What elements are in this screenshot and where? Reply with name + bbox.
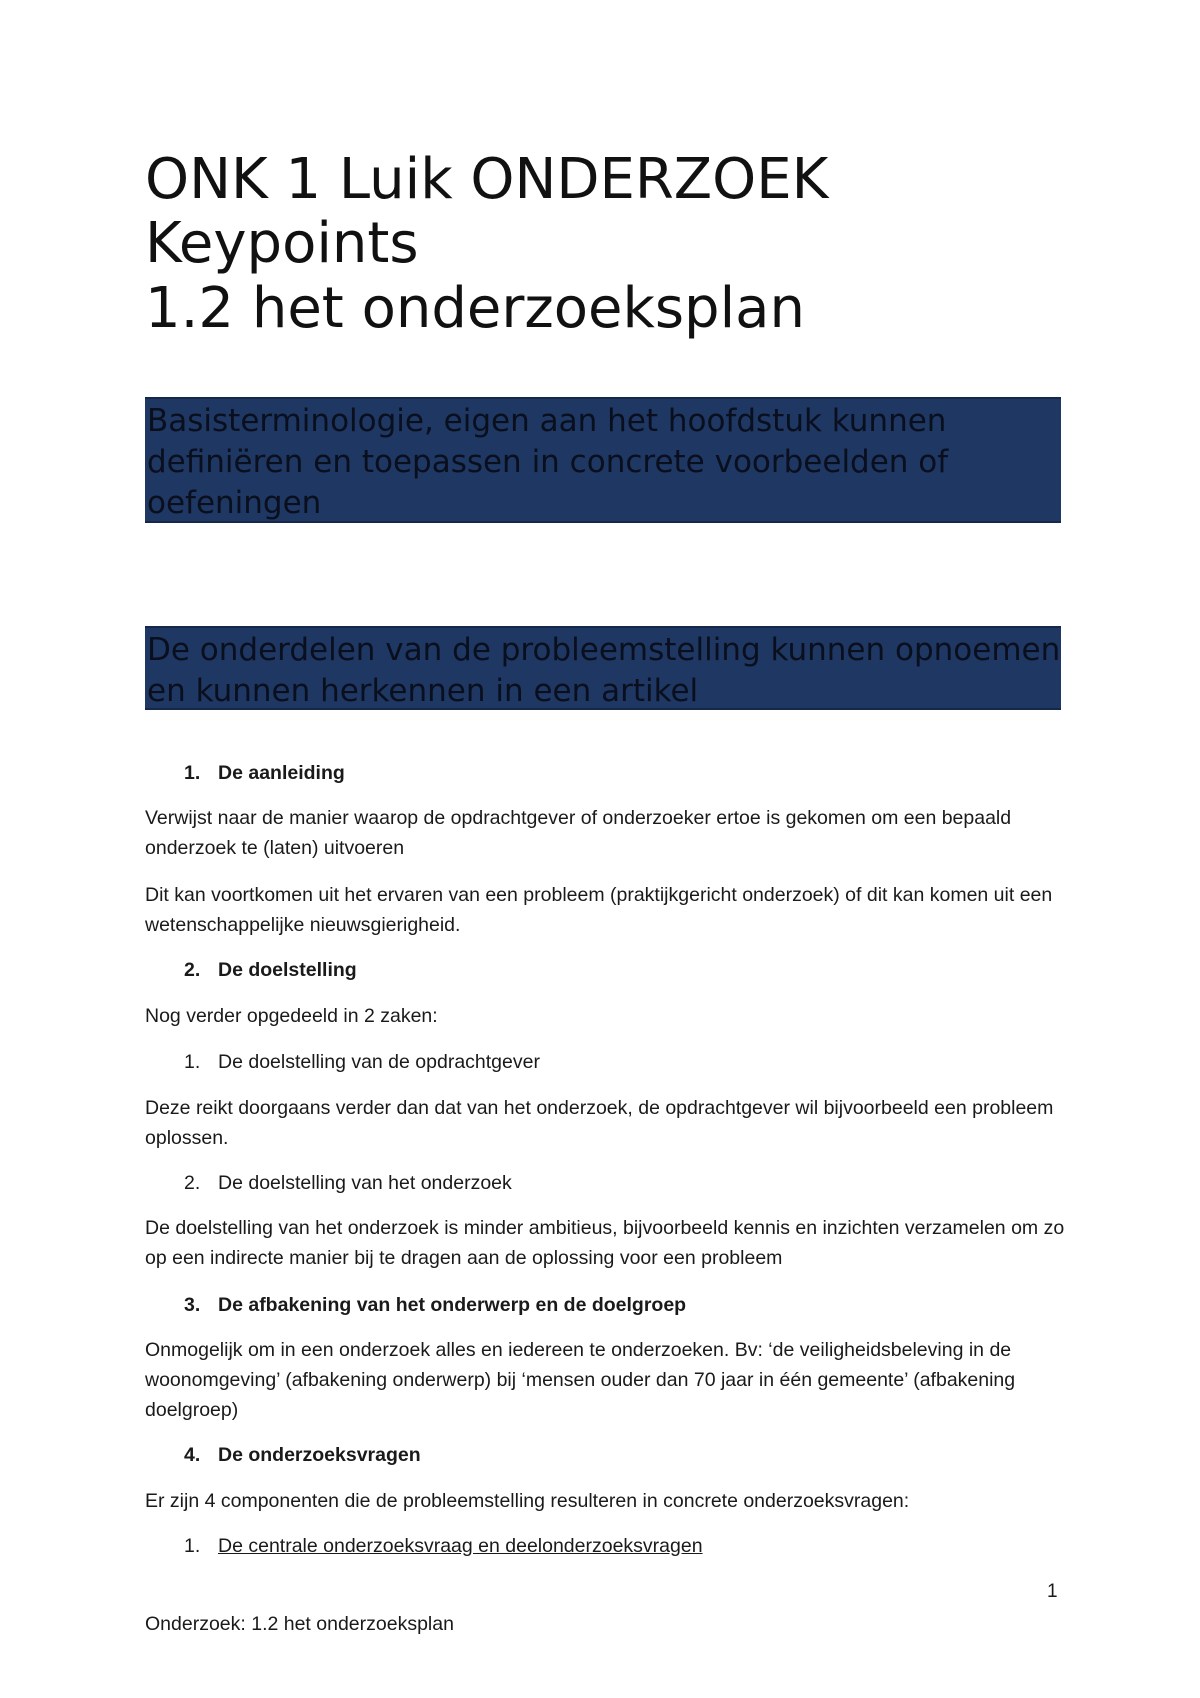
paragraph-onderzoeksvragen: Er zijn 4 componenten die de probleemstelling resulteren in concrete onderzoeksvragen: bbox=[145, 1490, 910, 1512]
list-number: 1. bbox=[184, 1535, 201, 1557]
title-line-2: Keypoints bbox=[145, 211, 419, 276]
subitem-doelstelling-opdrachtgever bbox=[184, 1047, 540, 1077]
paragraph-doelstelling-onderzoek: De doelstelling van het onderzoek is minder ambitieus, bijvoorbeeld kennis en inzichten verzamelen om zo op een indirecte manier bij te dragen aan de oplossing voor een probleem bbox=[145, 1217, 1065, 1269]
heading-label: De doelstelling bbox=[218, 959, 357, 981]
list-number: 3. bbox=[184, 1294, 201, 1316]
paragraph-afbakening: Onmogelijk om in een onderzoek alles en iedereen te onderzoeken. Bv: ‘de veiligheidsbeleving in de woonomgeving’ (afbakening onderwerp) bij ‘mensen ouder dan 70 jaar in één gemeente’ (afbakening doelgroep) bbox=[145, 1339, 1016, 1421]
heading-label: De aanleiding bbox=[218, 762, 345, 784]
objective-banner-1: Basisterminologie, eigen aan het hoofdstuk kunnen definiëren en toepassen in concrete voorbeelden of oefeningen bbox=[145, 397, 1061, 523]
list-number: 1. bbox=[184, 762, 201, 784]
heading-label: De onderzoeksvragen bbox=[218, 1444, 421, 1466]
subitem-centrale-onderzoeksvraag bbox=[184, 1531, 703, 1561]
subitem-doelstelling-onderzoek bbox=[184, 1168, 512, 1198]
paragraph-doelstelling-intro: Nog verder opgedeeld in 2 zaken: bbox=[145, 1005, 438, 1027]
subitem-label: De doelstelling van de opdrachtgever bbox=[218, 1051, 540, 1073]
list-number: 2. bbox=[184, 1172, 201, 1194]
objective-banner-2: De onderdelen van de probleemstelling kunnen opnoemen en kunnen herkennen in een artikel bbox=[145, 626, 1061, 710]
title-line-3: 1.2 het onderzoeksplan bbox=[145, 276, 805, 341]
page-number: 1 bbox=[1047, 1581, 1058, 1602]
paragraph-doelstelling-opdrachtgever: Deze reikt doorgaans verder dan dat van het onderzoek, de opdrachtgever wil bijvoorbeeld een probleem oplossen. bbox=[145, 1097, 1054, 1149]
subitem-label: De centrale onderzoeksvraag en deelonderzoeksvragen bbox=[218, 1535, 703, 1557]
list-number: 2. bbox=[184, 959, 201, 981]
section-heading-aanleiding bbox=[184, 758, 345, 788]
section-heading-doelstelling bbox=[184, 955, 357, 985]
paragraph-aanleiding-2: Dit kan voortkomen uit het ervaren van een probleem (praktijkgericht onderzoek) of dit kan komen uit een wetenschappelijke nieuwsgierigheid. bbox=[145, 884, 1053, 936]
section-heading-onderzoeksvragen bbox=[184, 1440, 421, 1470]
section-heading-afbakening bbox=[184, 1290, 686, 1320]
list-number: 4. bbox=[184, 1444, 201, 1466]
paragraph-aanleiding-1: Verwijst naar de manier waarop de opdrachtgever of onderzoeker ertoe is gekomen om een bepaald onderzoek te (laten) uitvoeren bbox=[145, 807, 1012, 859]
page-footer: Onderzoek: 1.2 het onderzoeksplan bbox=[145, 1613, 454, 1635]
subitem-label: De doelstelling van het onderzoek bbox=[218, 1172, 512, 1194]
list-number: 1. bbox=[184, 1051, 201, 1073]
heading-label: De afbakening van het onderwerp en de doelgroep bbox=[218, 1294, 687, 1316]
title-line-1: ONK 1 Luik ONDERZOEK bbox=[145, 147, 829, 212]
